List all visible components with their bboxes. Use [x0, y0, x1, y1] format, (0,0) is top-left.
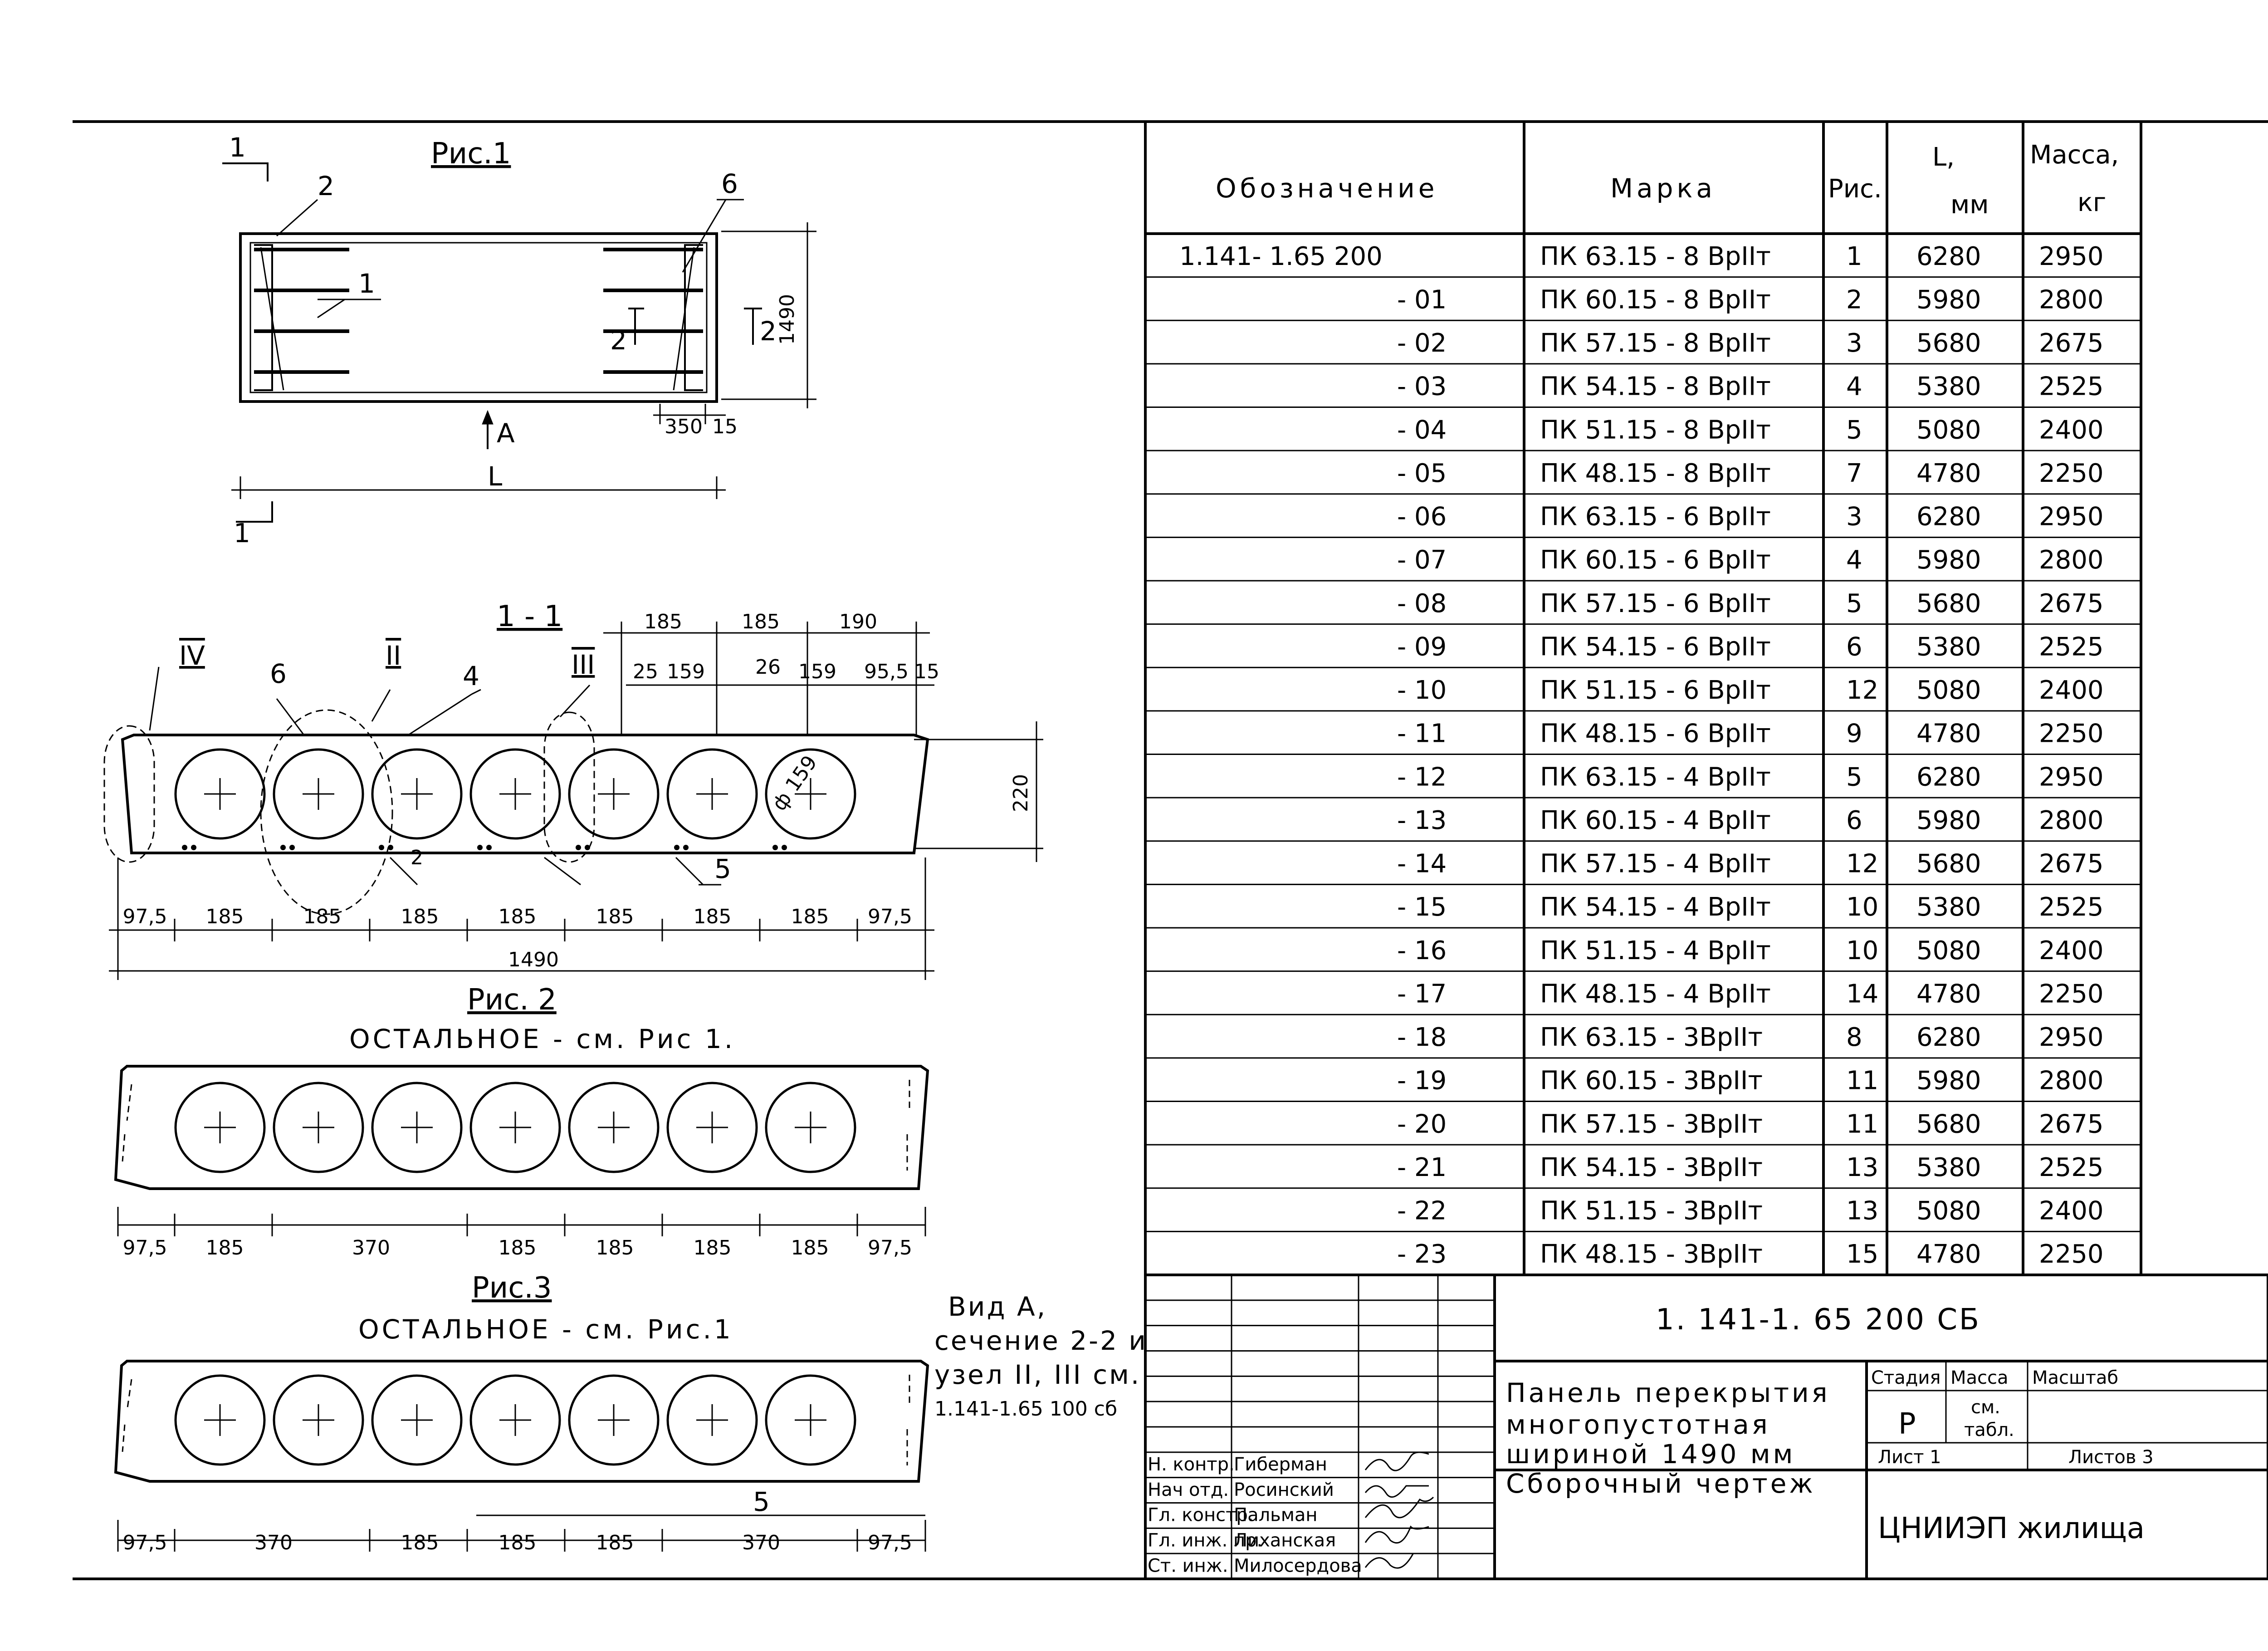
dim-label: 185	[205, 905, 244, 928]
fig1-section-mark-bottom: 1	[234, 518, 250, 549]
cell-designation: - 21	[1397, 1152, 1447, 1182]
fig3-leader-5: 5	[753, 1486, 770, 1517]
fig1-mark-2-right: 2	[760, 316, 777, 347]
cell-mark: ПК 63.15 - 8 ВрIIт	[1540, 241, 1771, 271]
table-row	[1179, 242, 2104, 271]
cell-mass: 2400	[2039, 676, 2104, 705]
fig1-dim-350: 350	[665, 415, 703, 438]
cell-length: 4780	[1916, 979, 1981, 1009]
cell-designation: - 04	[1397, 415, 1447, 445]
cell-mass: 2400	[2039, 1196, 2104, 1226]
sec11-leader-4: 4	[463, 661, 479, 691]
cell-mass: 2525	[2039, 372, 2104, 402]
dim-label: 185	[693, 905, 732, 928]
tb-mass-value-2: табл.	[1964, 1420, 2014, 1440]
strand-dot	[486, 845, 492, 850]
fig1-view-arrow-label: А	[497, 418, 515, 449]
cell-fig: 7	[1846, 458, 1862, 488]
cell-length: 5080	[1916, 936, 1981, 965]
cell-mass: 2800	[2039, 805, 2104, 835]
cell-mark: ПК 54.15 - 4 ВрIIт	[1540, 892, 1771, 922]
cell-mass: 2250	[2039, 458, 2104, 488]
table-row	[1397, 762, 2104, 792]
cell-mass: 2400	[2039, 936, 2104, 965]
cell-designation: - 08	[1397, 588, 1447, 618]
cell-mass: 2675	[2039, 1109, 2104, 1139]
tb-sheet: Лист 1	[1878, 1447, 1941, 1468]
cell-fig: 5	[1846, 588, 1862, 618]
tb-stage-value: Р	[1898, 1407, 1916, 1441]
tb-organization: ЦНИИЭП жилища	[1878, 1512, 2145, 1545]
table-row	[1397, 892, 2104, 922]
dim-label: 185	[205, 1236, 244, 1259]
strand-dot	[477, 845, 483, 850]
sec11-top-dim-185b: 185	[742, 610, 780, 633]
dim-label: 185	[303, 905, 342, 928]
dim-label: 185	[596, 1531, 634, 1554]
cell-fig: 13	[1846, 1152, 1879, 1182]
cell-fig: 3	[1846, 328, 1862, 358]
cell-mark: ПК 51.15 - 8 ВрIIт	[1540, 415, 1771, 445]
cell-mark: ПК 60.15 - 4 ВрIIт	[1540, 805, 1771, 835]
tb-role: Ст. инж.	[1148, 1555, 1228, 1577]
table-row	[1397, 459, 2104, 488]
fig1-mark-2-left: 2	[610, 325, 627, 356]
cell-length: 4780	[1916, 1239, 1981, 1269]
cell-fig: 8	[1846, 1023, 1862, 1053]
table-row	[1397, 1109, 2104, 1139]
fig3-note: ОСТАЛЬНОЕ - см. Рис.1	[358, 1314, 733, 1345]
cell-length: 6280	[1916, 241, 1981, 271]
spec-header-fig: Рис.	[1828, 174, 1882, 204]
tb-person: Гиберман	[1234, 1454, 1327, 1475]
fig1-leader-6: 6	[721, 168, 738, 199]
fig1-height-dim: 1490	[776, 294, 799, 345]
cell-designation: - 06	[1397, 502, 1447, 532]
sec11-bottom-dims	[118, 905, 925, 941]
cell-mark: ПК 54.15 - 6 ВрIIт	[1540, 632, 1771, 662]
cell-mark: ПК 54.15 - 8 ВрIIт	[1540, 372, 1771, 402]
table-row	[1397, 849, 2104, 879]
table-row	[1397, 415, 2104, 445]
table-row	[1397, 328, 2104, 358]
cell-designation: - 16	[1397, 936, 1447, 965]
side-note-line-2: сечение 2-2 и	[934, 1325, 1148, 1356]
tb-stage-header: Стадия	[1871, 1367, 1941, 1388]
table-row	[1397, 1023, 2104, 1052]
tb-sheets: Листов 3	[2068, 1447, 2154, 1468]
cell-fig: 4	[1846, 545, 1862, 575]
cell-mass: 2800	[2039, 1066, 2104, 1096]
spec-header-length-unit: мм	[1950, 190, 1989, 220]
cell-mark: ПК 63.15 - 4 ВрIIт	[1540, 762, 1771, 792]
strand-dot	[289, 845, 295, 850]
cell-length: 5380	[1916, 632, 1981, 662]
cell-mark: ПК 57.15 - 8 ВрIIт	[1540, 328, 1771, 358]
cell-mark: ПК 60.15 - 8 ВрIIт	[1540, 285, 1771, 315]
sec11-top-dim-190: 190	[839, 610, 877, 633]
cell-fig: 4	[1846, 372, 1862, 402]
fig2-voids	[176, 1083, 855, 1172]
cell-designation: - 14	[1397, 849, 1447, 879]
cell-fig: 10	[1846, 936, 1879, 965]
cell-designation: - 05	[1397, 458, 1447, 488]
cell-designation: - 22	[1397, 1196, 1447, 1226]
dim-label: 185	[693, 1236, 732, 1259]
cell-fig: 6	[1846, 632, 1862, 662]
table-row	[1397, 545, 2104, 575]
fig3-section	[116, 1361, 928, 1552]
fig1-length-label: L	[488, 461, 503, 492]
cell-mass: 2950	[2039, 1023, 2104, 1053]
cell-mass: 2950	[2039, 502, 2104, 532]
fig1-plan-view	[222, 163, 816, 522]
cell-mass: 2950	[2039, 762, 2104, 792]
table-row	[1397, 372, 2104, 402]
table-row	[1397, 502, 2104, 532]
dim-label: 185	[596, 905, 634, 928]
sec11-dim-26: 26	[755, 656, 781, 679]
cell-designation: - 18	[1397, 1023, 1447, 1053]
strand-dot	[280, 845, 286, 850]
cell-mark: ПК 54.15 - 3ВрIIт	[1540, 1152, 1763, 1182]
tb-mass-value-1: см.	[1971, 1397, 2000, 1418]
tb-role: Гл. инж. пр.	[1148, 1530, 1263, 1551]
cell-length: 5980	[1916, 805, 1981, 835]
fig1-dim-15: 15	[712, 415, 738, 438]
cell-length: 5080	[1916, 415, 1981, 445]
tb-name-2: многопустотная	[1506, 1409, 1770, 1440]
cell-length: 5080	[1916, 676, 1981, 705]
cell-fig: 10	[1846, 892, 1879, 922]
table-row	[1397, 676, 2104, 705]
tb-role: Гл. констр.	[1148, 1504, 1254, 1526]
spec-table-rows	[1145, 242, 2141, 1275]
cell-fig: 15	[1846, 1239, 1879, 1269]
table-row	[1397, 806, 2104, 835]
cell-designation: - 12	[1397, 762, 1447, 792]
cell-designation: - 17	[1397, 979, 1447, 1009]
fig3-voids	[176, 1376, 855, 1465]
cell-mass: 2675	[2039, 588, 2104, 618]
dim-label: 370	[352, 1236, 390, 1259]
cell-mass: 2675	[2039, 328, 2104, 358]
dim-label: 370	[254, 1531, 293, 1554]
cell-length: 5080	[1916, 1196, 1981, 1226]
table-row	[1397, 1066, 2104, 1096]
sec11-leader-2: 2	[411, 846, 423, 869]
cell-mark: ПК 48.15 - 4 ВрIIт	[1540, 979, 1771, 1009]
strand-dot	[388, 845, 393, 850]
strand-dot	[379, 845, 384, 850]
cell-length: 6280	[1916, 762, 1981, 792]
cell-mass: 2525	[2039, 1152, 2104, 1182]
sec11-dim-95-5: 95,5	[864, 660, 909, 683]
dim-label: 97,5	[122, 1531, 167, 1554]
cell-mark: ПК 57.15 - 3ВрIIт	[1540, 1109, 1763, 1139]
cell-designation: - 10	[1397, 676, 1447, 705]
sec11-roman-ii: II	[386, 640, 401, 671]
cell-designation: 1.141- 1.65 200	[1179, 241, 1383, 271]
cell-length: 5980	[1916, 545, 1981, 575]
cell-fig: 12	[1846, 676, 1879, 705]
cell-mass: 2250	[2039, 1239, 2104, 1269]
table-row	[1397, 1239, 2104, 1269]
cell-designation: - 09	[1397, 632, 1447, 662]
strand-dot	[772, 845, 778, 850]
cell-length: 6280	[1916, 1023, 1981, 1053]
sec11-dim-159a: 159	[667, 660, 705, 683]
dim-label: 97,5	[868, 905, 912, 928]
table-row	[1397, 719, 2104, 749]
tb-name-3: шириной 1490 мм	[1506, 1439, 1796, 1470]
dim-label: 185	[401, 1531, 439, 1554]
tb-name-4: Сборочный чертеж	[1506, 1468, 1816, 1499]
dim-label: 97,5	[122, 1236, 167, 1259]
cell-mark: ПК 48.15 - 6 ВрIIт	[1540, 719, 1771, 749]
table-row	[1397, 632, 2104, 661]
cell-length: 5980	[1916, 285, 1981, 315]
dim-label: 185	[596, 1236, 634, 1259]
sec11-top-dim-185a: 185	[644, 610, 682, 633]
cell-mass: 2800	[2039, 285, 2104, 315]
cell-length: 5380	[1916, 1152, 1981, 1182]
cell-mark: ПК 60.15 - 6 ВрIIт	[1540, 545, 1771, 575]
fig1-leader-1: 1	[358, 268, 375, 299]
cell-mark: ПК 51.15 - 6 ВрIIт	[1540, 676, 1771, 705]
fig1-title: Рис.1	[431, 137, 511, 171]
cell-fig: 14	[1846, 979, 1879, 1009]
table-row	[1397, 1153, 2104, 1182]
dim-label: 97,5	[868, 1236, 912, 1259]
table-row	[1397, 589, 2104, 618]
fig2-section	[116, 1066, 928, 1234]
sec11-dim-25: 25	[633, 660, 658, 683]
sec11-height-dim: 220	[1009, 774, 1032, 812]
side-note-line-4: 1.141-1.65 100 сб	[934, 1397, 1118, 1421]
strand-dot	[674, 845, 679, 850]
cell-designation: - 20	[1397, 1109, 1447, 1139]
cell-mass: 2950	[2039, 241, 2104, 271]
fig3-title: Рис.3	[472, 1271, 552, 1305]
table-row	[1397, 979, 2104, 1009]
fig2-note: ОСТАЛЬНОЕ - см. Рис 1.	[349, 1024, 736, 1054]
strand-dot	[585, 845, 590, 850]
dim-label: 185	[498, 905, 537, 928]
signatures	[1365, 1452, 1433, 1568]
cell-mark: ПК 51.15 - 4 ВрIIт	[1540, 936, 1771, 965]
table-row	[1397, 1196, 2104, 1226]
cell-mark: ПК 63.15 - 3ВрIIт	[1540, 1023, 1763, 1053]
cell-length: 6280	[1916, 502, 1981, 532]
spec-header-length: L,	[1932, 142, 1955, 172]
cell-fig: 1	[1846, 241, 1862, 271]
spec-header-mass-unit: кг	[2077, 188, 2107, 217]
cell-mass: 2800	[2039, 545, 2104, 575]
cell-fig: 5	[1846, 762, 1862, 792]
cell-mass: 2250	[2039, 719, 2104, 749]
dim-label: 185	[401, 905, 439, 928]
cell-designation: - 03	[1397, 372, 1447, 402]
dim-label: 97,5	[122, 905, 167, 928]
tb-person: Лиханская	[1234, 1530, 1336, 1551]
sec11-leader-6: 6	[270, 658, 287, 689]
cell-mark: ПК 51.15 - 3ВрIIт	[1540, 1196, 1763, 1226]
cell-length: 5680	[1916, 1109, 1981, 1139]
cell-fig: 9	[1846, 719, 1862, 749]
cell-designation: - 23	[1397, 1239, 1447, 1269]
sec11-dim-15: 15	[914, 660, 939, 683]
cell-mark: ПК 48.15 - 3ВрIIт	[1540, 1239, 1763, 1269]
sec11-diameter: ф 159	[767, 751, 822, 815]
fig2-title: Рис. 2	[467, 983, 557, 1017]
fig2-bottom-dims	[118, 1214, 925, 1259]
spec-header-mass: Масса,	[2030, 140, 2119, 170]
cell-designation: - 07	[1397, 545, 1447, 575]
fig3-bottom-dims	[118, 1529, 925, 1554]
cell-designation: - 19	[1397, 1066, 1447, 1096]
cell-fig: 3	[1846, 502, 1862, 532]
sec11-leader-5: 5	[714, 853, 731, 884]
cell-length: 4780	[1916, 719, 1981, 749]
dim-label: 185	[791, 1236, 829, 1259]
strand-dot	[576, 845, 581, 850]
dim-label: 185	[498, 1236, 537, 1259]
cell-mark: ПК 48.15 - 8 ВрIIт	[1540, 458, 1771, 488]
tb-scale-header: Масштаб	[2032, 1367, 2119, 1388]
cell-mass: 2675	[2039, 849, 2104, 879]
dim-label: 185	[791, 905, 829, 928]
strand-dot	[683, 845, 689, 850]
cell-mark: ПК 57.15 - 6 ВрIIт	[1540, 588, 1771, 618]
cell-designation: - 11	[1397, 719, 1447, 749]
tb-person: Пальман	[1234, 1504, 1318, 1526]
sec11-title: 1 - 1	[497, 600, 563, 633]
table-row	[1397, 285, 2104, 314]
cell-mass: 2250	[2039, 979, 2104, 1009]
cell-fig: 11	[1846, 1066, 1879, 1096]
tb-role: Нач отд.	[1148, 1479, 1229, 1500]
tb-person: Милосердова	[1234, 1555, 1362, 1577]
section-1-1-voids	[176, 750, 855, 850]
tb-code: 1. 141-1. 65 200 СБ	[1656, 1303, 1981, 1337]
sec11-roman-iv: IV	[179, 640, 205, 671]
tb-mass-header: Масса	[1950, 1367, 2009, 1388]
cell-fig: 11	[1846, 1109, 1879, 1139]
cell-length: 5680	[1916, 588, 1981, 618]
cell-designation: - 01	[1397, 285, 1447, 315]
tb-person: Росинский	[1234, 1479, 1334, 1500]
sec11-total-dim: 1490	[508, 948, 559, 971]
fig1-section-mark-top: 1	[229, 132, 246, 163]
cell-length: 5680	[1916, 328, 1981, 358]
cell-mark: ПК 57.15 - 4 ВрIIт	[1540, 849, 1771, 879]
cell-fig: 6	[1846, 805, 1862, 835]
cell-designation: - 15	[1397, 892, 1447, 922]
cell-mass: 2525	[2039, 632, 2104, 662]
cell-designation: - 02	[1397, 328, 1447, 358]
spec-header-designation: Обозначение	[1216, 173, 1438, 204]
cell-mark: ПК 63.15 - 6 ВрIIт	[1540, 502, 1771, 532]
cell-mass: 2400	[2039, 415, 2104, 445]
cell-fig: 5	[1846, 415, 1862, 445]
side-note-line-3: узел II, III см.	[934, 1359, 1141, 1390]
cell-length: 4780	[1916, 458, 1981, 488]
fig1-leader-2: 2	[318, 171, 334, 201]
spec-header-mark: Марка	[1610, 173, 1716, 204]
sec11-dim-159b: 159	[798, 660, 836, 683]
cell-mass: 2525	[2039, 892, 2104, 922]
cell-designation: - 13	[1397, 805, 1447, 835]
cell-fig: 13	[1846, 1196, 1879, 1226]
tb-role: Н. контр.	[1148, 1454, 1235, 1475]
cell-length: 5380	[1916, 372, 1981, 402]
cell-mark: ПК 60.15 - 3ВрIIт	[1540, 1066, 1763, 1096]
strand-dot	[191, 845, 196, 850]
side-note-line-1: Вид А,	[948, 1291, 1047, 1322]
cell-length: 5680	[1916, 849, 1981, 879]
cell-length: 5380	[1916, 892, 1981, 922]
cell-fig: 12	[1846, 849, 1879, 879]
dim-label: 370	[742, 1531, 780, 1554]
title-block-rows	[1145, 1300, 1495, 1577]
dim-label: 185	[498, 1531, 537, 1554]
cell-fig: 2	[1846, 285, 1862, 315]
dim-label: 97,5	[868, 1531, 912, 1554]
cell-length: 5980	[1916, 1066, 1981, 1096]
table-row	[1397, 936, 2104, 965]
tb-name-1: Панель перекрытия	[1506, 1377, 1830, 1408]
sec11-roman-iii: III	[572, 649, 595, 680]
strand-dot	[782, 845, 787, 850]
strand-dot	[182, 845, 187, 850]
